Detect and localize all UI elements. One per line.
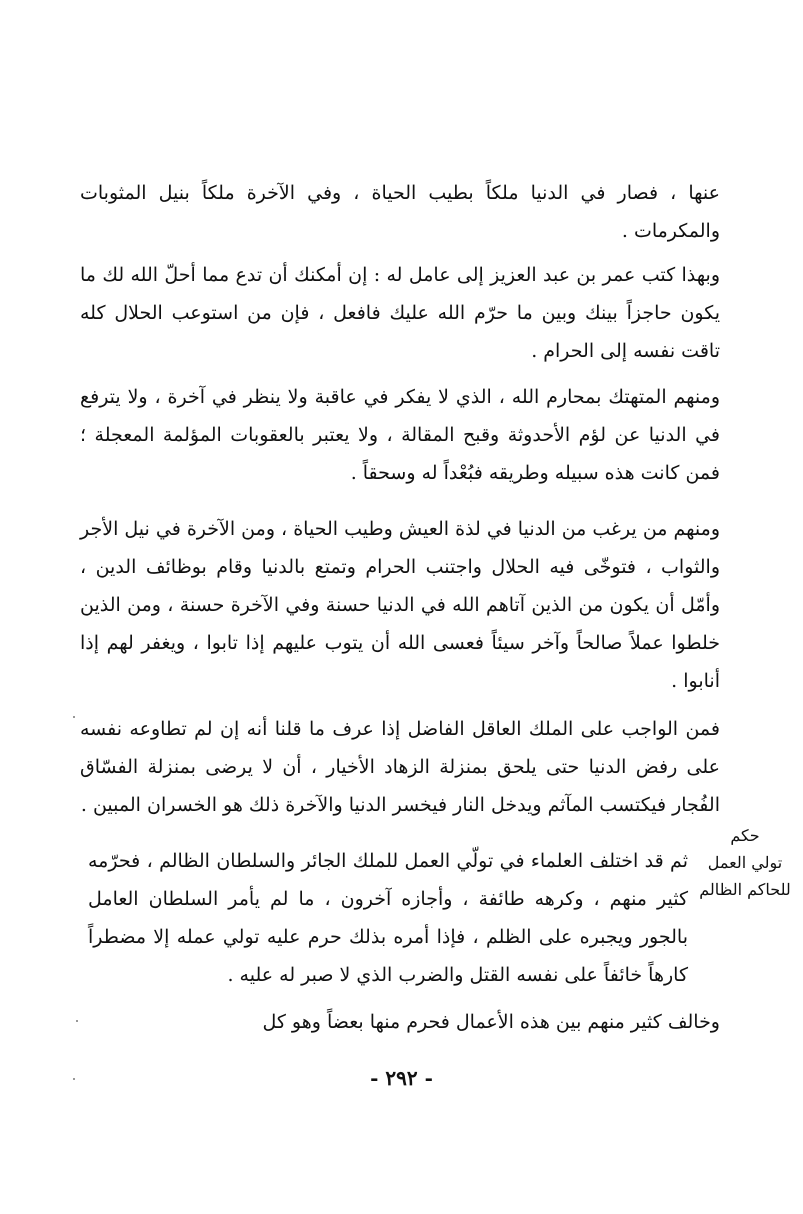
paragraph-1: عنها ، فصار في الدنيا ملكاً بطيب الحياة ، وفي الآخرة ملكاً بنيل المثوبات والمكرمات . xyxy=(80,182,720,242)
margin-note-line-1: حكم xyxy=(730,826,760,845)
scan-speck xyxy=(76,1020,78,1022)
margin-note xyxy=(690,822,800,903)
paragraph-2: وبهذا كتب عمر بن عبد العزيز إلى عامل له : إن أمكنك أن تدع مما أحلّ الله لك ما يكون حاجزاً بينك وبين ما حرّم الله عليك فافعل ، فإن من استوعب الحلال كله تاقت نفسه إلى الحرام . xyxy=(80,264,720,362)
paragraph-5: فمن الواجب على الملك العاقل الفاضل إذا عرف ما قلنا أنه إن لم تطاوعه نفسه على رفض الدنيا حتى يلحق بمنزلة الزهاد الأخيار ، أن لا يرضى بمنزلة الفسّاق الفُجار فيكتسب المآثم ويدخل النار فيخسر الدنيا والآخرة ذلك هو الخسران المبين . xyxy=(80,718,720,816)
page-number: - ٢٩٢ - xyxy=(370,1066,433,1090)
margin-note-line-2: تولي العمل xyxy=(707,853,783,872)
paragraph-3: ومنهم المتهتك بمحارم الله ، الذي لا يفكر في عاقبة ولا ينظر في آخرة ، ولا يترفع في الدنيا عن لؤم الأحدوثة وقبح المقالة ، ولا يعتبر بالعقوبات المؤلمة المعجلة ؛ فمن كانت هذه سبيله وطريقه فبُعْداً له وسحقاً . xyxy=(80,386,720,484)
paragraph-6: ثم قد اختلف العلماء في تولّي العمل للملك الجائر والسلطان الظالم ، فحرّمه كثير منهم ، وكرهه طائفة ، وأجازه آخرون ، ما لم يأمر السلطان العامل بالجور ويجبره على الظلم ، فإذا أمره بذلك حرم عليه تولي عمله إلا مضطراً كارهاً خائفاً على نفسه القتل والضرب الذي لا صبر له عليه . xyxy=(88,850,688,986)
scan-speck xyxy=(73,1078,75,1080)
paragraph-7: وخالف كثير منهم بين هذه الأعمال فحرم منها بعضاً وهو كل xyxy=(262,1011,720,1033)
margin-note-line-3: للحاكم الظالم xyxy=(699,880,791,899)
paragraph-4: ومنهم من يرغب من الدنيا في لذة العيش وطيب الحياة ، ومن الآخرة في نيل الأجر والثواب ، فتوخّى فيه الحلال واجتنب الحرام وتمتع بالدنيا وقام بوظائف الدين ، وأمّل أن يكون من الذين آتاهم الله في الدنيا حسنة وفي الآخرة حسنة ، ومن الذين خلطوا عملاً صالحاً وآخر سيئاً فعسى الله أن يتوب عليهم إذا تابوا ، ويغفر لهم إذا أنابوا . xyxy=(80,518,720,692)
scan-speck xyxy=(73,716,75,718)
